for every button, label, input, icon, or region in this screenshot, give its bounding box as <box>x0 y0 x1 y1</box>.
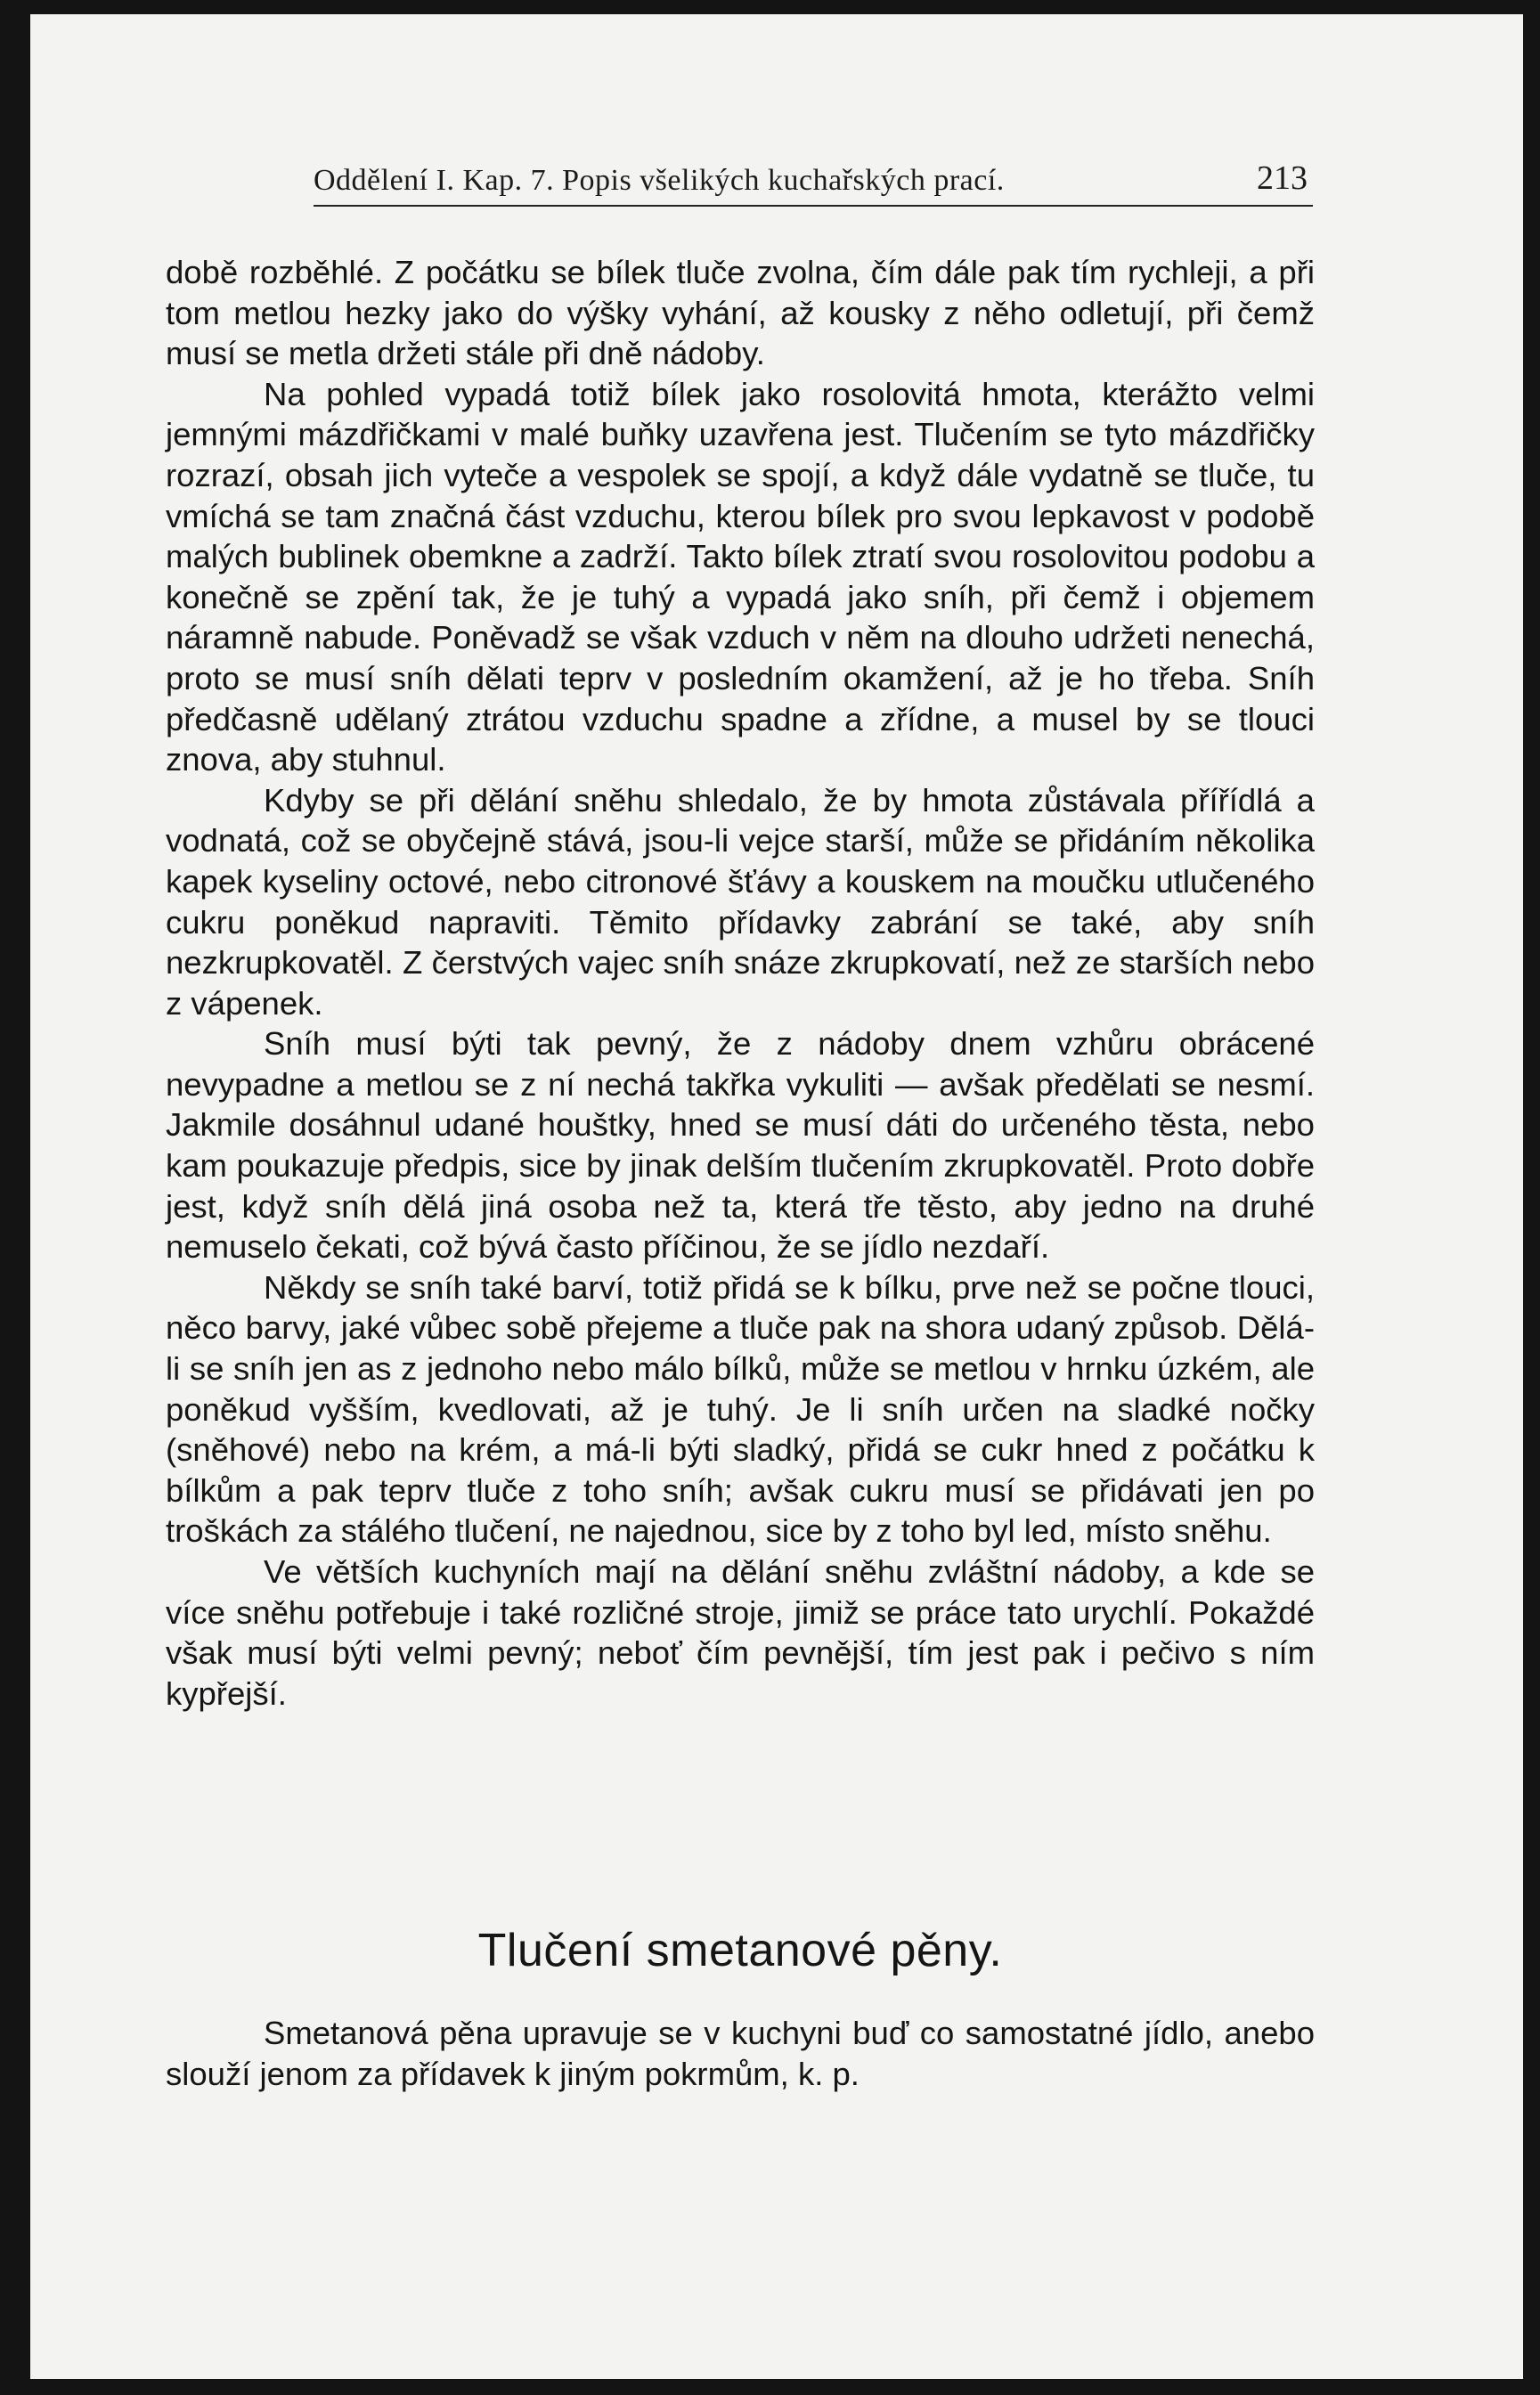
running-title: Oddělení I. Kap. 7. Popis všelikých kuchařských prací. <box>314 164 1005 197</box>
main-text <box>166 252 1315 1714</box>
paragraph-firm-snow: Sníh musí býti tak pevný, že z nádoby dnem vzhůru obrácené nevypadne a metlou se z ní nechá takřka vykuliti — avšak předělati se nesmí. Jakmile dosáhnul udané houštky, hned se musí dáti do určeného těsta, nebo kam poukazuje předpis, sice by jinak delším tlučením zkrupkovatěl. Proto dobře jest, když sníh dělá jiná osoba než ta, která tře těsto, aby jedno na druhé nemuselo čekati, což bývá často příčinou, že se jídlo nezdaří. <box>166 1025 1315 1266</box>
paragraph-watery-snow: Kdyby se při dělání sněhu shledalo, že by hmota zůstávala přířídlá a vodnatá, což se obyčejně stává, jsou-li vejce starší, může se přidáním několika kapek kyseliny octové, nebo citronové šťávy a kouskem na moučku utlučeného cukru poněkud napraviti. Těmito přídavky zabrání se také, aby sníh nezkrupkovatěl. Z čerstvých vajec sníh snáze zkrupkovatí, než ze starších nebo z vápenek. <box>166 781 1315 1022</box>
paragraph-colored-snow: Někdy se sníh také barví, totiž přidá se k bílku, prve než se počne tlouci, něco barvy, jaké vůbec sobě přejeme a tluče pak na shora udaný způsob. Dělá-li se sníh jen as z jednoho nebo málo bílků, může se metlou v hrnku úzkém, ale poněkud vyšším, kvedlovati, až je tuhý. Je li sníh určen na sladké nočky (sněhové) nebo na krém, a má-li býti sladký, přidá se cukr hned z počátku k bílkům a pak teprv tluče z toho sníh; avšak cukru musí se přidávati jen po troškách za stálého tlučení, ne najednou, sice by z toho byl led, místo sněhu. <box>166 1268 1315 1550</box>
paragraph-continuation: době rozběhlé. Z počátku se bílek tluče zvolna, čím dále pak tím rychleji, a při tom metlou hezky jako do výšky vyhání, až kousky z něho odletují, při čemž musí se metla držeti stále při dně nádoby. <box>166 254 1315 372</box>
page-number: 213 <box>1257 159 1308 197</box>
section-heading: Tlučení smetanové pěny. <box>477 1925 1003 1976</box>
section-paragraph: Smetanová pěna upravuje se v kuchyni buď co samostatné jídlo, anebo slouží jenom za přídavek k jiným pokrmům, k. p. <box>166 2015 1315 2092</box>
page-header <box>314 153 1313 207</box>
paragraph-large-kitchens: Ve větších kuchyních mají na dělání sněhu zvláštní nádoby, a kde se více sněhu potřebuje i také rozličné stroje, jimiž se práce tato urychlí. Pokaždé však musí býti velmi pevný; neboť čím pevnější, tím jest pak i pečivo s ním kypřejší. <box>166 1553 1315 1712</box>
section-text <box>166 2013 1315 2094</box>
paragraph-egg-white-structure: Na pohled vypadá totiž bílek jako rosolovitá hmota, kterážto velmi jemnými mázdřičkami v malé buňky uzavřena jest. Tlučením se tyto mázdřičky rozrazí, obsah jich vyteče a vespolek se spojí, a když dále vydatně se tluče, tu vmíchá se tam značná část vzduchu, kterou bílek pro svou lepkavost v podobě malých bublinek obemkne a zadrží. Takto bílek ztratí svou rosolovitou podobu a konečně se zpění tak, že je tuhý a vypadá jako sníh, při čemž i objemem náramně nabude. Poněvadž se však vzduch v něm na dlouho udržeti nenechá, proto se musí sníh dělati teprv v posledním okamžení, až je ho třeba. Sníh předčasně udělaný ztrátou vzduchu spadne a zřídne, a musel by se tlouci znova, aby stuhnul. <box>166 375 1315 778</box>
